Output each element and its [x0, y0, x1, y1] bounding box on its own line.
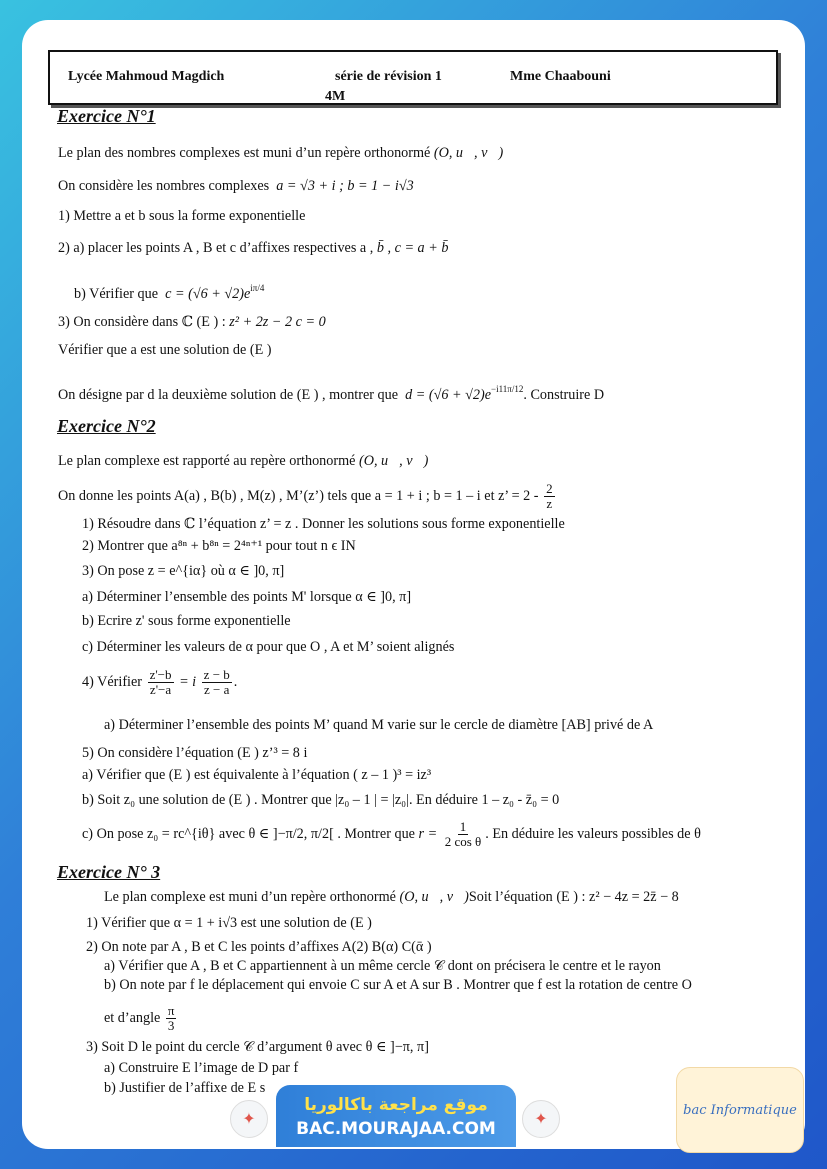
- ex1-q2b: b) Vérifier que $c = (√6 + √2)e^{i\pi/4}$: [74, 283, 265, 302]
- ex1-q3-verify: Vérifier que a est une solution de (E ): [58, 342, 272, 358]
- books-logo-left: ✦: [230, 1100, 268, 1138]
- ex2-q5c: c) On pose z₀ = rc^{iθ} avec θ ∈ ]−π/2, π/2[ . Montrer que r = $\frac{1}{\text{2 cos θ}}$ . En déduire les valeurs possibles de θ: [82, 819, 701, 849]
- ex2-line-1: Le plan complexe est rapporté au repère orthonormé (O, u⃗, v⃗): [58, 453, 429, 469]
- exercise-3-title: Exercice N° 3: [57, 862, 161, 882]
- ex2-q3c: c) Déterminer les valeurs de α pour que O , A et M’ soient alignés: [82, 639, 455, 655]
- books-logo-right: ✦: [522, 1100, 560, 1138]
- ex1-line-2: On considère les nombres complexes a = √3 + i ; b = 1 − i√3: [58, 178, 414, 194]
- site-arabic-name: موقع مراجعة باكالوريا: [304, 1095, 488, 1115]
- ex1-q3: 3) On considère dans ℂ (E ) : z² + 2z − 2 c = 0: [58, 314, 326, 330]
- ex1-line-1: Le plan des nombres complexes est muni d’un repère orthonormé (O, u⃗, v⃗): [58, 145, 504, 161]
- class-level: 4M: [325, 89, 346, 104]
- exercise-1-title: Exercice N°1: [57, 106, 156, 126]
- ex3-q1: 1) Vérifier que α = 1 + i√3 est une solution de (E ): [86, 915, 372, 931]
- ex1-q2a: 2) a) placer les points A , B et c d’affixes respectives a , b̄ , c = a + b̄: [58, 240, 449, 256]
- ex2-line-2: On donne les points A(a) , B(b) , M(z) , M’(z’) tels que a = 1 + i ; b = 1 – i et z’ = 2 - $\frac{2}{z}$: [58, 481, 553, 511]
- school-name: Lycée Mahmoud Magdich: [68, 69, 225, 84]
- ex3-q2b: b) On note par f le déplacement qui envoie C sur A et A sur B . Montrer que f est la rotation de centre O: [104, 977, 692, 993]
- ex3-q2b-angle: et d’angle $\frac{\pi}{3}$: [104, 1003, 175, 1033]
- exercise-2-title: Exercice N°2: [57, 416, 156, 436]
- ex2-q3a: a) Déterminer l’ensemble des points M' lorsque α ∈ ]0, π]: [82, 589, 412, 605]
- ex2-q3: 3) On pose z = e^{iα} où α ∈ ]0, π]: [82, 563, 285, 579]
- ex1-q3-d: On désigne par d la deuxième solution de (E ) , montrer que $d = (√6 + √2)e^{-i11\pi/12}$. Construire D: [58, 384, 605, 403]
- ex3-line-1: Le plan complexe est muni d’un repère orthonormé (O, u⃗, v⃗)Soit l’équation (E ) : z² − 4z = 2z̄ − 8: [104, 889, 679, 905]
- ex2-q5b: b) Soit z₀ une solution de (E ) . Montrer que |z₀ – 1 | = |z₀|. En déduire 1 – z₀ - z̄₀ = 0: [82, 792, 560, 808]
- serie-title: série de révision 1: [335, 69, 442, 84]
- ex2-q5: 5) On considère l’équation (E ) z’³ = 8 i: [82, 745, 308, 761]
- ex2-q1: 1) Résoudre dans ℂ l’équation z’ = z . Donner les solutions sous forme exponentielle: [82, 516, 565, 532]
- ex3-q3a: a) Construire E l’image de D par f: [104, 1060, 299, 1076]
- ex2-q5a: a) Vérifier que (E ) est équivalente à l’équation ( z – 1 )³ = iz³: [82, 767, 432, 783]
- ex3-q3: 3) Soit D le point du cercle 𝒞 d’argument θ avec θ ∈ ]−π, π]: [86, 1039, 429, 1055]
- ex2-q4a: a) Déterminer l’ensemble des points M’ quand M varie sur le cercle de diamètre [AB] privé de A: [104, 717, 654, 733]
- ex3-q2a: a) Vérifier que A , B et C appartiennent à un même cercle 𝒞 dont on précisera le centre et le rayon: [104, 958, 661, 974]
- ex3-q3b: b) Justifier de l’affixe de E s: [104, 1080, 266, 1096]
- bac-informatique-logo: bac Informatique: [676, 1067, 804, 1153]
- ex3-q2: 2) On note par A , B et C les points d’affixes A(2) B(α) C(ᾱ ): [86, 939, 432, 955]
- teacher-name: Mme Chaabouni: [510, 69, 611, 84]
- ex2-q2: 2) Montrer que a⁸ⁿ + b⁸ⁿ = 2⁴ⁿ⁺¹ pour tout n ϵ IN: [82, 538, 356, 554]
- site-url[interactable]: BAC.MOURAJAA.COM: [296, 1119, 496, 1139]
- document-header: [48, 50, 778, 105]
- site-badge[interactable]: [276, 1085, 516, 1147]
- ex2-q3b: b) Ecrire z' sous forme exponentielle: [82, 613, 291, 629]
- document-page: [22, 20, 805, 1149]
- ex2-q4: 4) Vérifier $\frac{z'-b}{z'-a}$ = i $\frac{z - b}{z - a}$ .: [82, 667, 238, 697]
- ex1-q1: 1) Mettre a et b sous la forme exponentielle: [58, 208, 306, 224]
